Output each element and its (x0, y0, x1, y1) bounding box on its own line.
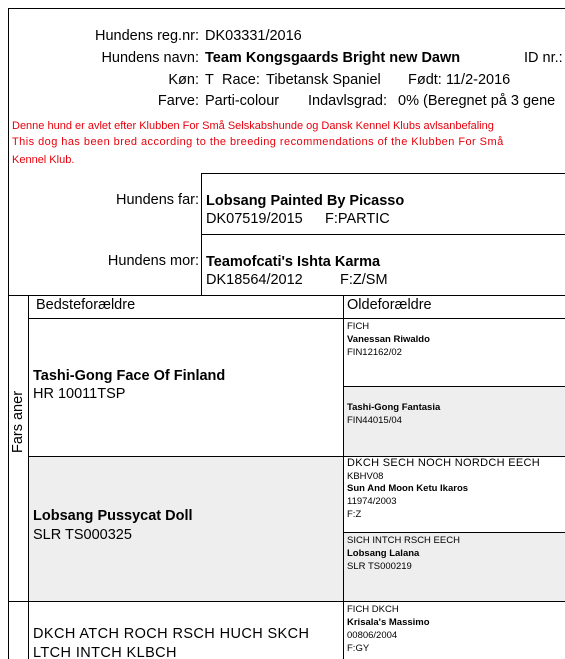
father-box-top (201, 173, 565, 174)
mother-box-top (201, 234, 565, 235)
ggp-divider-1 (343, 386, 565, 387)
fathers-ancestors-label: Fars aner (10, 390, 26, 454)
ggp-5-titles: FICH DKCH (347, 604, 399, 615)
grandparent-2-reg: SLR TS000325 (33, 527, 132, 543)
frame-left-line (8, 8, 9, 659)
ggp-4-reg: SLR TS000219 (347, 561, 412, 572)
ggp-5-name: Krisala's Massimo (347, 617, 430, 628)
ggp-5-reg: 00806/2004 (347, 630, 398, 641)
breeding-notice-da: Denne hund er avlet efter Klubben For Små Selskabshunde og Dansk Kennel Klubs avlsanbefaling (12, 120, 494, 132)
grandparent-1-name: Tashi-Gong Face Of Finland (33, 368, 226, 384)
frame-top-line (8, 8, 565, 9)
mother-name: Teamofcati's Ishta Karma (206, 254, 381, 270)
father-label: Hundens far: (115, 192, 199, 208)
mother-label: Hundens mor: (107, 253, 199, 269)
ggp-1-titles: FICH (347, 321, 370, 332)
table-top-line (8, 295, 565, 296)
id-label: ID nr.: (524, 50, 563, 66)
side-column-line (28, 295, 29, 659)
ggp-5-color: F:GY (347, 643, 370, 654)
col-header-greatgrandparents: Oldeforældre (347, 297, 432, 313)
grandparent-2-name: Lobsang Pussycat Doll (33, 508, 193, 524)
ggp-4-titles: SICH INTCH RSCH EECH (347, 535, 460, 546)
father-reg: DK07519/2015 (206, 211, 303, 227)
row-divider-2 (8, 601, 565, 602)
ggp-2-reg: FIN44015/04 (347, 415, 402, 426)
col-header-grandparents: Bedsteforældre (36, 297, 136, 313)
color-label: Farve: (157, 93, 199, 109)
ggp-1-reg: FIN12162/02 (347, 347, 402, 358)
name-label: Hundens navn: (101, 50, 199, 66)
grandparent-3-titles-2: LTCH INTCH KLBCH (33, 645, 177, 659)
breeding-notice-end: Kennel Klub. (12, 154, 75, 166)
ggp-3-titles-2: KBHV08 (347, 471, 384, 482)
inbreeding-label: Indavlsgrad: (308, 93, 387, 109)
ggp-1-name: Vanessan Riwaldo (347, 334, 430, 345)
ggp-3-titles: DKCH SECH NOCH NORDCH EECH (347, 457, 540, 469)
ggp-4-name: Lobsang Lalana (347, 548, 420, 559)
ggp-3-reg: 11974/2003 (347, 496, 397, 507)
sex-value: T (205, 72, 214, 88)
father-color: F:PARTIC (325, 211, 390, 227)
born-value: 11/2-2016 (446, 72, 511, 88)
race-label: Race: (222, 72, 260, 88)
reg-label: Hundens reg.nr: (95, 28, 199, 44)
ggp-3-name: Sun And Moon Ketu Ikaros (347, 483, 469, 494)
middle-column-line (343, 295, 344, 659)
name-value: Team Kongsgaards Bright new Dawn (205, 50, 461, 66)
born-label: Født: (408, 72, 442, 88)
breeding-notice-en: This dog has been bred according to the breeding recommendations of the Klubben For Små (12, 136, 504, 148)
table-header-line (28, 318, 565, 319)
sex-label: Køn: (168, 72, 199, 88)
grandparent-3-titles: DKCH ATCH ROCH RSCH HUCH SKCH (33, 626, 310, 642)
ggp-divider-2 (343, 532, 565, 533)
father-name: Lobsang Painted By Picasso (206, 193, 405, 209)
inbreeding-value: 0% (Beregnet på 3 gene (398, 93, 556, 109)
reg-value: DK03331/2016 (205, 28, 302, 44)
race-value: Tibetansk Spaniel (266, 72, 381, 88)
color-value: Parti-colour (205, 93, 280, 109)
mother-color: F:Z/SM (340, 272, 388, 288)
mother-reg: DK18564/2012 (206, 272, 303, 288)
grandparent-1-reg: HR 10011TSP (33, 386, 126, 402)
ggp-2-name: Tashi-Gong Fantasia (347, 402, 441, 413)
ggp-3-color: F:Z (347, 509, 362, 520)
